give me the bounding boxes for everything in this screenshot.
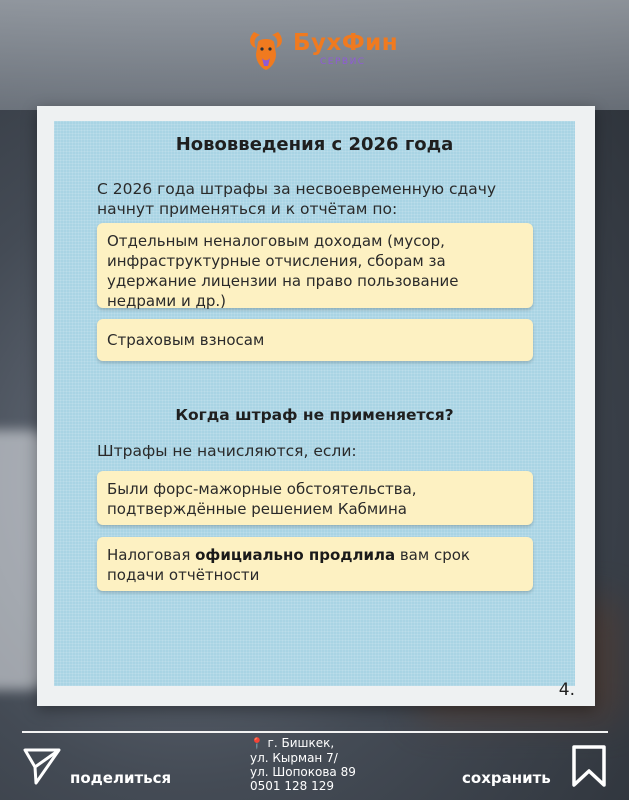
map-pin-icon: 📍: [250, 737, 264, 750]
phone-number: 0501 128 129: [250, 779, 334, 793]
condition-item: [97, 537, 533, 591]
section-intro: Штрафы не начисляются, если:: [97, 442, 357, 460]
condition-text: вам срок подачи отчётности: [107, 546, 470, 584]
list-item: Отдельным неналоговым доходам (мусор, инфраструктурные отчисления, сборам за удержание лицензии на право пользование недрами и др.): [97, 223, 533, 308]
address-line: 📍 г. Бишкек,: [250, 736, 335, 750]
brand-name: БухФин: [293, 30, 399, 56]
bookmark-icon[interactable]: [570, 744, 608, 788]
address-line: ул. Шопокова 89: [250, 765, 356, 779]
info-card: [37, 106, 595, 706]
footer-divider: [22, 731, 608, 733]
goat-head-icon: [246, 28, 286, 72]
brand-subtitle: СЕРВИС: [320, 57, 366, 67]
share-button[interactable]: поделиться: [70, 769, 172, 787]
contact-address: [250, 736, 356, 793]
condition-text: Налоговая: [107, 546, 196, 564]
card-title: Нововведения с 2026 года: [175, 134, 454, 155]
card-panel: [54, 121, 575, 686]
save-button[interactable]: сохранить: [462, 769, 551, 787]
condition-item: Были форс-мажорные обстоятельства, подтверждённые решением Кабмина: [97, 471, 533, 525]
paper-plane-icon[interactable]: [22, 745, 62, 785]
brand-logo: [246, 24, 399, 76]
section-heading: Когда штраф не применяется?: [175, 406, 454, 424]
list-item: Страховым взносам: [97, 319, 533, 361]
address-line: ул. Кырман 7/: [250, 751, 338, 765]
card-intro: С 2026 года штрафы за несвоевременную сдачу начнут применяться и к отчётам по:: [97, 180, 497, 218]
page-number: 4.: [558, 680, 575, 700]
condition-emphasis: официально продлила: [195, 546, 396, 564]
